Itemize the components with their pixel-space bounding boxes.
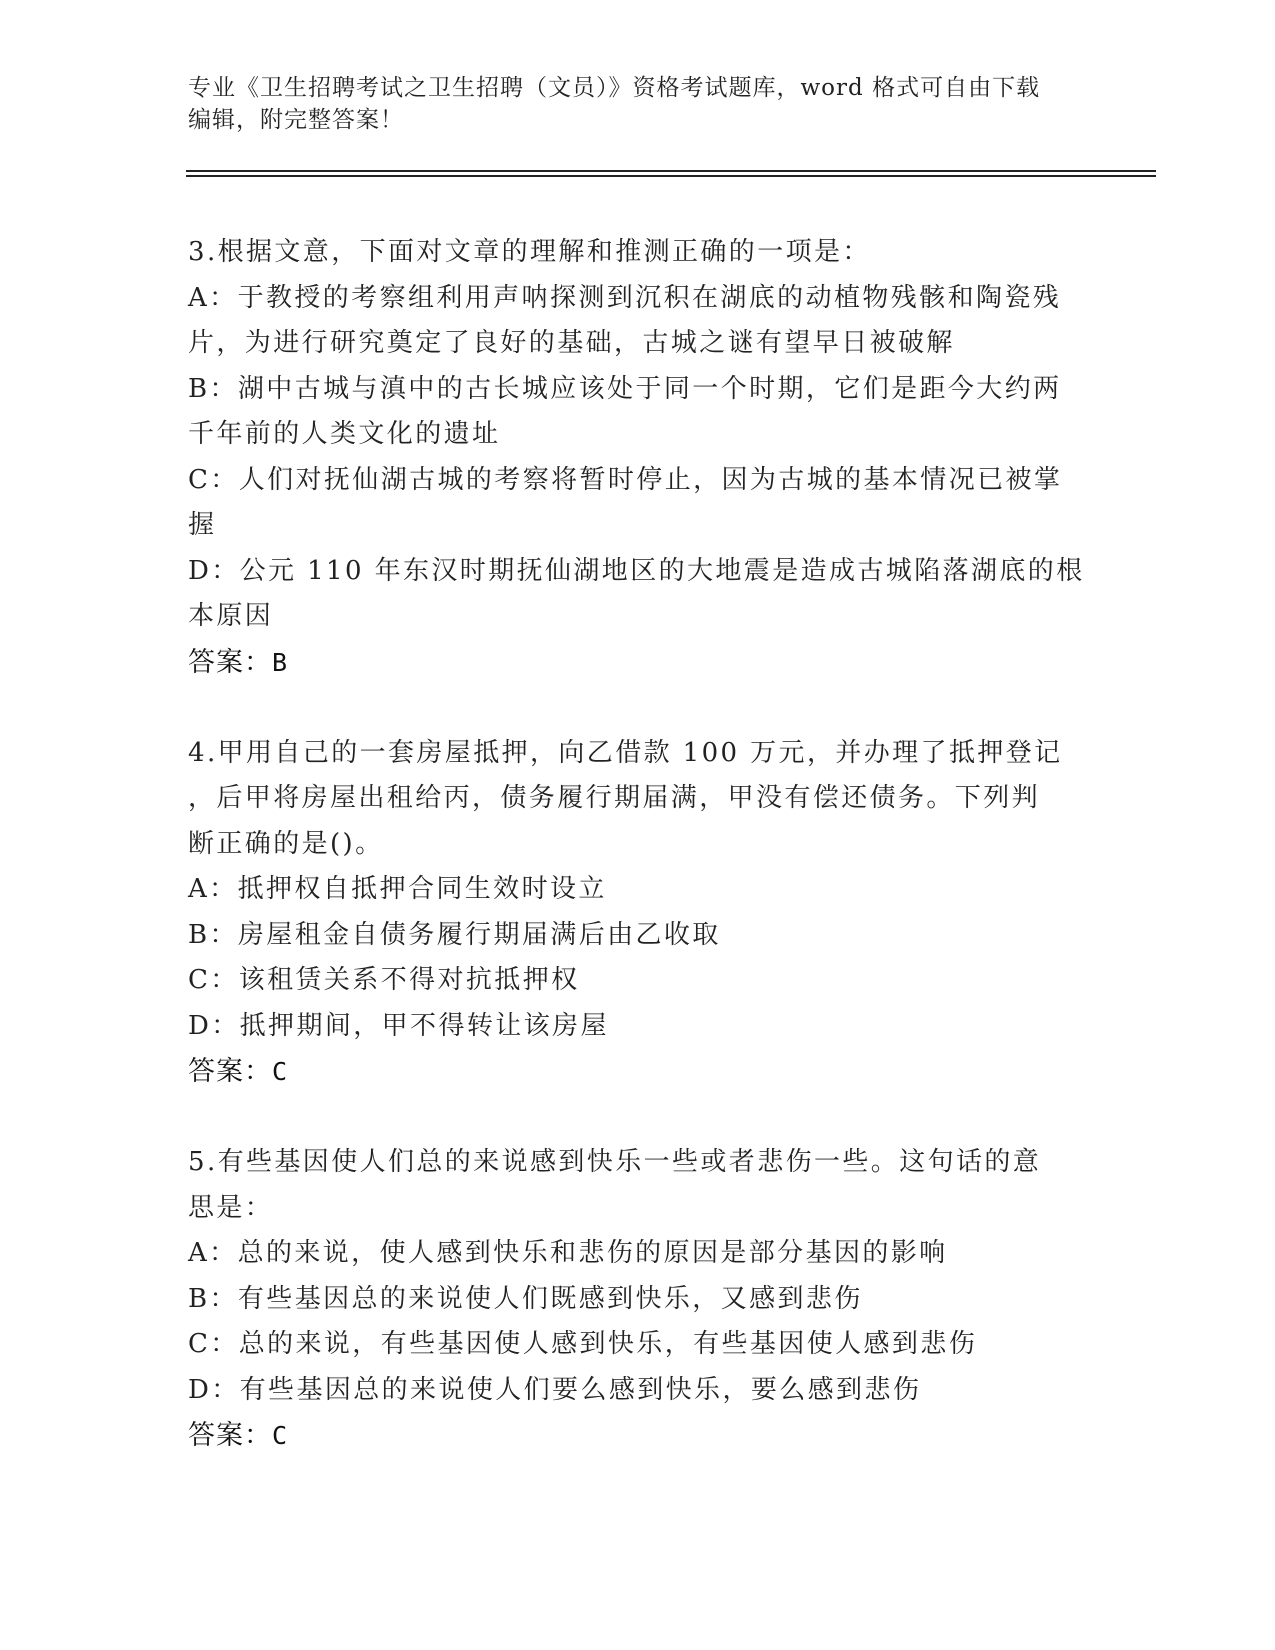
question-4-option-c: C：该租赁关系不得对抗抵押权 [188,965,580,995]
question-3-option-d-cont: 本原因 [188,601,274,631]
question-3-answer-label: 答案： [188,646,272,678]
question-4-stem: 4.甲用自己的一套房屋抵押，向乙借款 100 万元，并办理了抵押登记 [188,737,1063,768]
header-line-1: 专业《卫生招聘考试之卫生招聘（文员）》资格考试题库，word 格式可自由下载 [188,75,1041,101]
question-5-stem-cont: 思是： [188,1192,274,1223]
header-line-2: 编辑，附完整答案！ [188,107,404,133]
question-5-answer-value: C [272,1421,289,1450]
question-4-answer-label: 答案： [188,1056,272,1087]
question-list [188,230,1088,1504]
question-3-option-c-cont: 握 [188,510,217,540]
question-5-stem: 5.有些基因使人们总的来说感到快乐一些或者悲伤一些。这句话的意 [188,1147,1042,1177]
question-3-option-a: A：于教授的考察组利用声呐探测到沉积在湖底的动植物残骸和陶瓷残 [188,282,1062,313]
question-4-stem-cont-1: ，后甲将房屋出租给丙，债务履行期届满，甲没有偿还债务。下列判 [188,783,1041,813]
question-5-option-b: B：有些基因总的来说使人们既感到快乐，又感到悲伤 [188,1283,863,1314]
question-4-answer-value: C [272,1057,289,1086]
question-4-answer [188,1049,1088,1095]
question-5-option-d: D：有些基因总的来说使人们要么感到快乐，要么感到悲伤 [188,1374,922,1405]
question-3-answer [188,640,1088,686]
question-3-option-a-cont: 片，为进行研究奠定了良好的基础，古城之谜有望早日被破解 [188,328,955,358]
question-4-option-d: D：抵押期间，甲不得转让该房屋 [188,1010,609,1041]
question-5 [188,1140,1088,1459]
question-3-option-b-cont: 千年前的人类文化的遗址 [188,419,501,449]
question-5-answer [188,1413,1088,1459]
header-divider-bottom [186,175,1156,177]
question-3-answer-value: B [272,647,289,677]
question-5-option-c: C：总的来说，有些基因使人感到快乐，有些基因使人感到悲伤 [188,1329,978,1359]
question-3-option-d: D：公元 110 年东汉时期抚仙湖地区的大地震是造成古城陷落湖底的根 [188,555,1085,586]
question-4-option-a: A：抵押权自抵押合同生效时设立 [188,874,607,904]
question-3-option-c: C：人们对抚仙湖古城的考察将暂时停止，因为古城的基本情况已被掌 [188,464,1063,495]
question-4-option-b: B：房屋租金自债务履行期届满后由乙收取 [188,919,721,950]
header-divider-top [186,170,1156,172]
question-3-stem: 3.根据文意，下面对文章的理解和推测正确的一项是： [188,237,871,267]
question-3-option-b: B：湖中古城与滇中的古长城应该处于同一个时期，它们是距今大约两 [188,373,1062,404]
question-3 [188,230,1088,686]
question-5-answer-label: 答案： [188,1420,272,1451]
document-header [188,72,1068,136]
question-5-option-a: A：总的来说，使人感到快乐和悲伤的原因是部分基因的影响 [188,1238,948,1268]
question-4 [188,731,1088,1096]
question-4-stem-cont-2: 断正确的是()。 [188,828,384,859]
